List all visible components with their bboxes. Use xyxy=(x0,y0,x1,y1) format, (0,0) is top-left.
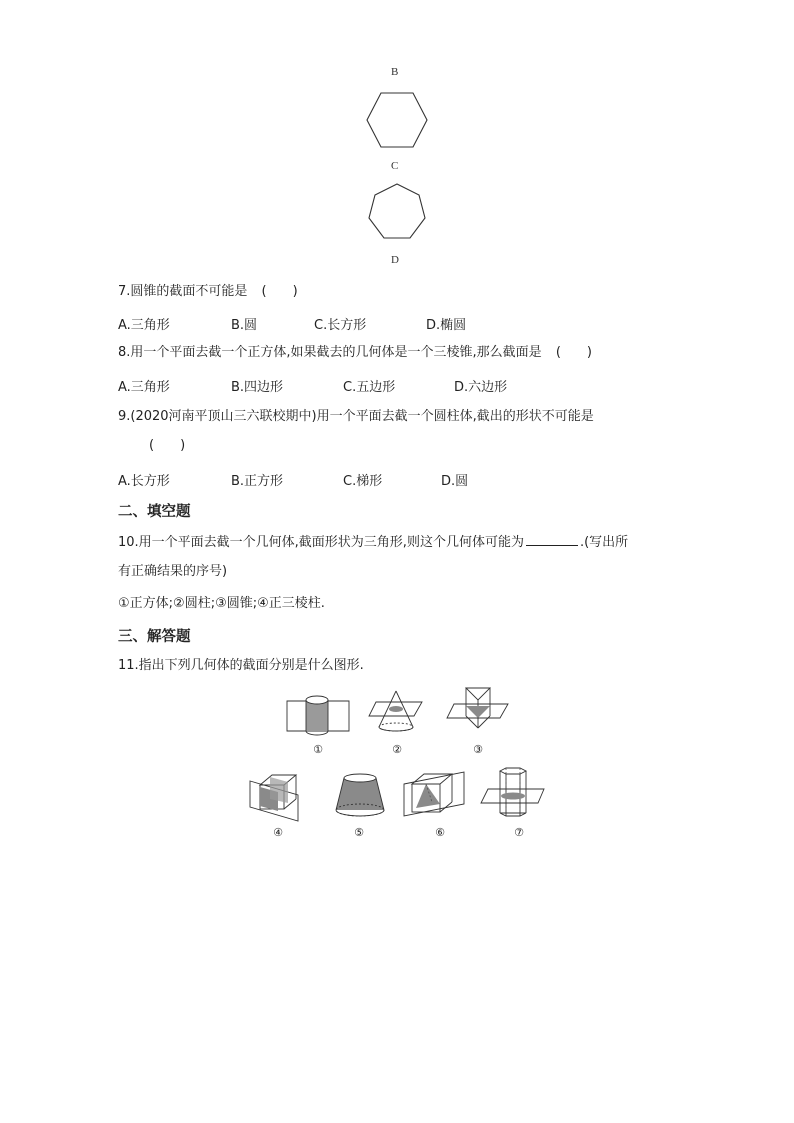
q8-paren: ( ) xyxy=(555,345,592,360)
q8-option-b: B.四边形 xyxy=(231,380,284,395)
question-10 xyxy=(118,533,628,552)
q9-option-b: B.正方形 xyxy=(231,474,284,489)
hexagon-figure xyxy=(362,88,432,152)
q9-option-d: D.圆 xyxy=(441,474,469,489)
question-11: 11.指出下列几何体的截面分别是什么图形. xyxy=(118,658,364,673)
figure-label-d: D xyxy=(391,254,399,266)
q8-stem: 8.用一个平面去截一个正方体,如果截去的几何体是一个三棱锥,那么截面是 xyxy=(118,345,542,360)
q7-option-b: B.圆 xyxy=(231,318,258,333)
q9-option-c: C.梯形 xyxy=(343,474,383,489)
q10-stem-a: 10.用一个平面去截一个几何体,截面形状为三角形,则这个几何体可能为 xyxy=(118,535,524,550)
answer-blank[interactable] xyxy=(526,533,578,546)
q8-option-c: C.五边形 xyxy=(343,380,396,395)
q9-option-a: A.长方形 xyxy=(118,474,170,489)
figure-caption-5: ⑤ xyxy=(354,826,364,839)
question-9-stem: 9.(2020河南平顶山三六联校期中)用一个平面去截一个圆柱体,截出的形状不可能是 xyxy=(118,409,594,424)
question-7 xyxy=(118,283,298,301)
figure-caption-6: ⑥ xyxy=(435,826,445,839)
solid-cylinder-figure xyxy=(285,694,351,738)
heptagon-figure xyxy=(362,180,432,248)
figure-caption-7: ⑦ xyxy=(514,826,524,839)
question-10-choices: ①正方体;②圆柱;③圆锥;④正三棱柱. xyxy=(118,596,325,611)
section-answer-title: 三、解答题 xyxy=(118,629,191,645)
figure-caption-2: ② xyxy=(392,743,402,756)
q7-paren: ( ) xyxy=(261,284,298,299)
q7-option-a: A.三角形 xyxy=(118,318,170,333)
section-fill-in-title: 二、填空题 xyxy=(118,504,191,520)
solid-prism-figure xyxy=(446,686,510,736)
solid-frustum-figure xyxy=(330,772,390,822)
figure-label-c: C xyxy=(391,160,399,172)
figure-caption-3: ③ xyxy=(473,743,483,756)
figure-caption-4: ④ xyxy=(273,826,283,839)
solid-cone-figure xyxy=(368,690,424,734)
figure-label-b: B xyxy=(391,66,399,78)
question-9-paren: ( ) xyxy=(149,438,186,453)
q8-option-a: A.三角形 xyxy=(118,380,170,395)
solid-hex-prism-figure xyxy=(480,767,546,821)
solid-cube-figure-4 xyxy=(248,773,312,823)
q7-option-d: D.椭圆 xyxy=(426,318,467,333)
figure-caption-1: ① xyxy=(313,743,323,756)
question-8 xyxy=(118,344,592,362)
question-10-cont: 有正确结果的序号) xyxy=(118,564,228,579)
q8-option-d: D.六边形 xyxy=(454,380,508,395)
q7-stem: 7.圆锥的截面不可能是 xyxy=(118,284,248,299)
q7-option-c: C.长方形 xyxy=(314,318,367,333)
q10-stem-b: .(写出所 xyxy=(579,535,629,550)
solid-cube-figure-6 xyxy=(402,770,470,822)
